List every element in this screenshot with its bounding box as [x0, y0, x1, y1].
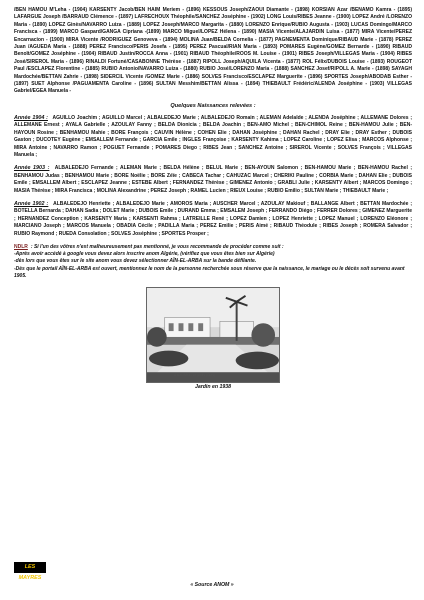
birth-block-1902: [14, 201, 412, 238]
birth-list-1904: AGUILLO Joachim ; AGUILLO Marcel ; ALBALEDEJO Marie ; ALBALEDEJO Romain ; ALEMAN Adelaïde ; ALENDA Joséphine ; ALLEMANE Dolores ; ALLEMANE Ernest ; AYALA Gabrielle ; AZOULAY Fanny ; BELDA Dionicia ; BELDA Joachin ; BEN-AMO Michel ; BEN-CHIMOL Reine ; BEN-HAMOU Julie ; BEN-HAYOUN Rosine ; BENHAMOU Mahie ; BORE François ; CAUVIN Hélène ; COHEN Elie ; DAHAN Joséphine ; DAHAN Rachel ; DRAY Elie ; DRAY Esther ; DUBOIS Gaston ; DUCOTEY Eugène ; EMSALLEM Fernande ; GARCIA Emile ; INGLES Françoise ; KARSENTY Kahima ; LOPEZ Caroline ; LOPEZ Elisa ; MARCOS Alphonse ; MIRA Antoine ; NAVARRO Ramon ; POGUET Fernande ; POMARES Diego ; RIBES Jean ; SANCHEZ Antoine ; SIREROL Vicente ; SOLVES François ; VILLEGAS Manuela ;: [14, 114, 412, 158]
note-line-1: NDLR : Si l'un des vôtres n'est malheureusement pas mentionné, je vous recommande de procéder comme suit :: [14, 243, 284, 250]
photo-watermark: Ain-el-Arba - Le jardin (Oran): [174, 372, 216, 377]
source-credit: « Source ANOM »: [190, 582, 234, 588]
birth-list-1903: ALBALEDEJO Fernande ; ALEMAN Marie ; BELDA Hélène ; BELUL Marie ; BEN-AYOUN Salomon ; BEN-HAMOU Marie ; BEN-HAMOU Rachel ; BENHAMOU Judas ; BENHAMOU Marie ; BORE Noëlie ; BORE Zéïe ; CABECA Tachar ; CAHUZAC Marcel ; CHERIKI Pauline ; CORBIA Marie ; DAHAN Elie ; DUBOIS Emile ; EMSALLEM Albert ; ESCLAPEZ Jeanne ; ESTEBE Albert ; FERNANDEZ Thérèse ; GIMENEZ Antonio ; GRABLI Julie ; KARSENTY Albert ; MARCOS Domingo ; MASIA Thérèse ; MIRA Francisca ; MOLINA Alexandrine ; PEREZ Joseph ; RAMEL Lucien ; RIEUX Louise ; RUBIO Emilio ; SULTAN Marie ; THIEBAULT Marie ;: [14, 165, 412, 194]
section-title: Quelques Naissances relevées :: [170, 102, 256, 109]
year-label-1904: Année 1904 :: [14, 114, 48, 121]
year-label-1902: Année 1902 :: [14, 200, 49, 207]
site-logo: LES MAYRES: [14, 562, 46, 573]
garden-photo: [146, 287, 280, 383]
birth-block-1903: [14, 165, 412, 195]
note-line-2: -Après avoir accédé à google vous devez alors inscrire anom Algérie, (vérifiez que vous êtes bien sur Algérie): [14, 251, 275, 258]
note-line-3: -dès lors que vous êtes sur le site anom vous devez sélectionner AÏN-EL-ARBA sur la bande défilante.: [14, 258, 257, 265]
ndlr-label: NDLR: [14, 243, 28, 250]
photo-figure: [146, 287, 280, 390]
birth-block-1904: [14, 115, 412, 159]
note-line-4: -Dès que le portail AÏN-EL-ARBA est ouvert, mentionnez le nom de la personne recherchée sous réserve que la naissance, le mariage ou le décès soit survenu avant 1905.: [14, 265, 405, 279]
editor-note: [14, 244, 412, 280]
year-label-1903: Année 1903 :: [14, 165, 50, 172]
marriage-list-text: /BEN HAMOU M'Leha - (1904) KARSENTY Jacob/BEN HAIM Meriem - (1896) KESSOUS Joseph/ZAOUI Diamante - (1898) KORSIAN Azar /BENAMO Kamra - (1895) LAFARGUE Joseph /BARRAUD Clémence - (1897) LAFRECHOUX Théophile/SANCHEZ Joséphine - (1902) LONG Louis/RIBES Jeanne - (1900) LOPEZ André /LORENZO Maria - (1890) LOPEZ Ginès/NAVARRO Luiza - (1889) LOPEZ Joseph/MARCO Margarita - (1880) LORENZO Enrique/RUBIO Augusta - (1903) LUCAS Domingo/MARCO Francisca - (1899) MARCO Gaspard/GANGA Cipriana -(1899) MARCO Miguel/LOPEZ Hélena - (1890) MASIA Vicente/ALAJARDIN Luisa - (1877) MIRA Vicente/PEREZ Encarnacion - (1900) MIRA Vicente /RODRIGUEZ Genoveva - (1894) MOLINA Juan/BELDA Cornelia - (1877) PAGNEMENTA Dominique/RIBAUD Marie - (1878) PEREZ Juan /AGUEDA Maria - (1888) PEREZ Francisco/PERIS Josefa - (1895) PEREZ Pascual/RIAN Maria - (1893) POMARES Eugène/GOMEZ Bernarde - (1890) RIBAUD Benoît/GOMEZ Joséphine - (1904) RIBAUD Justin/ROCCA Anna - (1901) RIBAUD Théophile/ROOS M. Louise - (1901) RIBES Joseph/VILLEGAS Maria - (1904) RIBES José/SIREROL Maria - (1896) RINALDI Fortuné/CASABONNE Thérèse - (1887) RIPOLL Joseph/AQUILA Vicenta - (1877) ROL Félix/DUBOIS Louise - (1893) ROUGEOT Paul /ESCLAPEZ Florentine - (1885) RUBIO Antonio/NAVARRO Luiza - (1880) RUBIO José/LORENZO Maria - (1888) SANCHEZ Josef/RIPOLL A. Marie - (1898) SAYAGH Mardochée/BETTAN Zahrie - (1898) SIDERCIL Vicente /GOMEZ Marie - (1886) SOLVES Francisco/ESCLAPEZ Marguerite - (1896) SPORTES Joseph/ABODAB Esther - (1897) SUET Alphonse /PAGUAMENTA Caroline - (1896) SULTAN Messhim/BETTAN Alissa - (1894) THIEBAULT Frédéric/ALENDA Joséphine - (1903) VILLEGAS Gabriel/EGEA Manuela -: [14, 7, 412, 95]
birth-list-1902: ALBALEDEJO Henriette ; ALBALEDEJO Marie ; AMOROS Maria ; AUSCHER Marcel ; AZOULAY Makiouf ; BALLANGE Albert ; BETTAN Mardochée ; BOTELLA Bernarda ; DAHAN Sadia ; DOLET Marie ; DUBOIS Emile ; DURAND Emma ; EMSALEM Joseph ; FERRANDO Diégo ; FERRER Dolores ; GIMENEZ Marguerite ; HERNANDEZ Conception ; KARSENTY Maria ; KARSENTI Rahma ; LATREILLE René ; LOPEZ Damien ; LOPEZ Henriette ; LOPEZ Manuel ; LORENZO Eléonore ; MARCIANO Joseph ; MARCOS Manuela ; OBADIA Cécile ; PADILLA Maria ; PEREZ Emilie ; PERIS Aimé ; RIBAUD Théodule ; RIBES Joseph ; ROMERA Salvador ; RUBIO Raymond ; RUEDA Consolation ; SOLVES Joséphine ; SPORTES Prosper ;: [14, 200, 412, 237]
photo-caption: Jardin en 1938: [194, 383, 232, 390]
